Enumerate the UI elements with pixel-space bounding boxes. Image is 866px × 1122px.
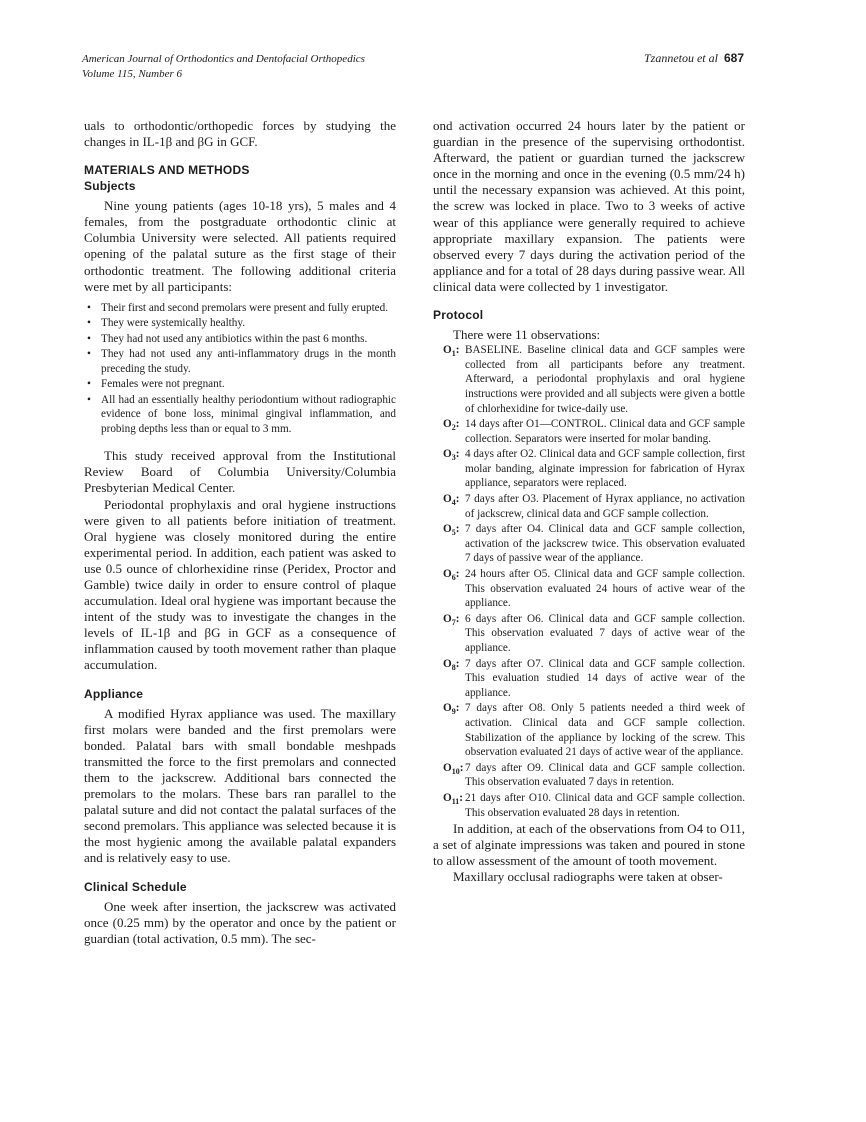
right-column bbox=[433, 118, 745, 886]
criteria-item: • Females were not pregnant. bbox=[84, 377, 396, 392]
observation-label: $O_5$: bbox=[443, 523, 460, 538]
observation-text: 21 days after O10. Clinical data and GCF sample collection. This observation evaluated 28 days in retention. bbox=[465, 791, 745, 819]
criteria-item: • Their first and second premolars were present and fully erupted. bbox=[84, 301, 396, 316]
observation-item bbox=[433, 612, 745, 656]
observation-label: $O_{10}$: bbox=[443, 761, 464, 776]
observation-label: $O_9$: bbox=[443, 702, 460, 717]
observation-label: $O_7$: bbox=[443, 612, 460, 628]
schedule-continuation: ond activation occurred 24 hours later by the patient or guardian in the presence of the supervising orthodontist. Afterward, the patient or guardian turned the jackscrew once in the morning and once in the evening (0.5 mm/24 h) until the necessary expansion was achieved. At this point, the screw was locked in place. Two to 3 weeks of active wear of this appliance were generally required to achieve appropriate maxillary expansion. The patients were observed every 7 days during the activation period of the appliance and for a total of 28 days during passive wear. All clinical data were collected by 1 investigator. bbox=[433, 118, 745, 294]
page-header-right bbox=[644, 51, 744, 66]
observation-text: 7 days after O4. Clinical data and GCF sample collection, activation of the jackscrew twice. This observation evaluated 7 days of passive wear of the appliance. bbox=[465, 523, 745, 565]
criteria-item: • They had not used any antibiotics within the past 6 months. bbox=[84, 332, 396, 347]
irb-paragraph: This study received approval from the Institutional Review Board of Columbia University/Columbia Presbyterian Medical Center. bbox=[84, 448, 396, 496]
left-column bbox=[84, 118, 396, 947]
schedule-paragraph: One week after insertion, the jackscrew was activated once (0.25 mm) by the operator and once by the patient or guardian (total activation, 0.5 mm). The sec- bbox=[84, 898, 396, 946]
observation-item bbox=[433, 417, 745, 446]
observation-text: 7 days after O7. Clinical data and GCF sample collection. This evaluation studied 14 days of active wear of the appliance. bbox=[465, 657, 745, 699]
observation-text: 4 days after O2. Clinical data and GCF sample collection, first molar banding, alginate impression for fabrication of Hyrax appliance, separators were replaced. bbox=[465, 448, 745, 490]
subjects-heading: Subjects bbox=[84, 179, 136, 194]
observation-item bbox=[433, 492, 745, 521]
observation-item bbox=[433, 657, 745, 701]
observation-label: $O_6$: bbox=[443, 568, 460, 583]
observation-label: $O_{11}$: bbox=[443, 791, 463, 807]
protocol-heading: Protocol bbox=[433, 308, 484, 323]
observation-text: 24 hours after O5. Clinical data and GCF sample collection. This observation evaluated 24 hours of active wear of the appliance. bbox=[465, 568, 745, 610]
radiographs-paragraph: Maxillary occlusal radiographs were taken at obser- bbox=[453, 869, 723, 885]
observation-item bbox=[433, 701, 745, 759]
observation-item bbox=[433, 567, 745, 611]
observation-item bbox=[433, 343, 745, 416]
criteria-item: • They were systemically healthy. bbox=[84, 316, 396, 331]
page-number: 687 bbox=[723, 51, 744, 65]
observation-label: $O_1$: bbox=[443, 344, 460, 359]
running-header bbox=[82, 52, 365, 82]
observation-item bbox=[433, 447, 745, 491]
observation-text: 7 days after O3. Placement of Hyrax appliance, no activation of jackscrew, clinical data and GCF sample collection. bbox=[465, 493, 745, 520]
observation-item bbox=[433, 761, 745, 790]
observation-text: BASELINE. Baseline clinical data and GCF samples were collected from all participants before any treatment. Afterward, a periodontal prophylaxis and oral hygiene instructions were provided and all subjects were given a bottle of chlorhexidine for twice-daily use. bbox=[465, 344, 745, 415]
observation-label: $O_2$: bbox=[443, 418, 460, 433]
subjects-paragraph: Nine young patients (ages 10-18 yrs), 5 males and 4 females, from the postgraduate orthodontic clinic at Columbia University were selected. All patients required opening of the palatal suture as the first stage of their orthodontic treatment. The following additional criteria were met by all participants: bbox=[84, 198, 396, 294]
criteria-item: • All had an essentially healthy periodontium without radiographic evidence of bone loss, minimal gingival inflammation, and probing depths less than or equal to 3 mm. bbox=[84, 393, 396, 437]
appliance-heading: Appliance bbox=[84, 686, 144, 701]
observation-item bbox=[433, 522, 745, 566]
observation-label: $O_8$: bbox=[443, 657, 460, 672]
journal-title: American Journal of Orthodontics and Dentofacial Orthopedics bbox=[82, 53, 365, 65]
observation-list bbox=[433, 343, 745, 820]
schedule-heading: Clinical Schedule bbox=[84, 879, 187, 894]
author-line: Tzannetou et al bbox=[643, 51, 718, 65]
volume-number: Volume 115, Number 6 bbox=[82, 68, 183, 80]
observation-text: 7 days after O8. Only 5 patients needed a third week of activation. Clinical data and GCF sample collection. Stabilization of the appliance by locking of the screw. This observation evaluated 21 days of active wear of the appliance. bbox=[465, 702, 745, 759]
observation-label: $O_4$: bbox=[443, 493, 460, 508]
criteria-list bbox=[84, 301, 396, 437]
observation-text: 14 days after O1—CONTROL. Clinical data and GCF sample collection. Separators were inserted for molar banding. bbox=[465, 418, 745, 445]
observation-text: 7 days after O9. Clinical data and GCF sample collection. This observation evaluated 7 days in retention. bbox=[465, 761, 745, 789]
criteria-item: • They had not used any anti-inflammatory drugs in the month preceding the study. bbox=[84, 347, 396, 376]
hygiene-paragraph: Periodontal prophylaxis and oral hygiene instructions were given to all patients before initiation of treatment. Oral hygiene was closely monitored during the entire experimental period. In addition, each patient was asked to use 0.5 ounce of chlorhexidine rinse (Peridex, Proctor and Gamble) twice daily in order to ensure control of plaque accumulation. Ideal oral hygiene was important because the intent of the study was to investigate the changes in the levels of IL-1β and βG in GCF as a consequence of inflammation caused by tooth movement rather than plaque accumulation. bbox=[84, 496, 396, 673]
intro-paragraph-end: uals to orthodontic/orthopedic forces by studying the changes in IL-1β and βG in GCF. bbox=[84, 118, 396, 150]
appliance-paragraph: A modified Hyrax appliance was used. The maxillary first molars were banded and the first premolars were bonded. Palatal bars with small bondable meshpads transmitted the force to the first premolars and connected them to the jackscrew. Additional bars connected the premolars to the molars. These bars ran parallel to the palatal suture and did not contact the palatal surfaces of the second premolars. This appliance was selected because it is the most hygienic among the available palatal expanders and is relatively easy to use. bbox=[84, 705, 396, 866]
impressions-paragraph: In addition, at each of the observations from O4 to O11, a set of alginate impressions was taken and poured in stone to allow assessment of the amount of tooth movement. bbox=[433, 821, 745, 869]
observation-item bbox=[433, 791, 745, 820]
observation-label: $O_3$: bbox=[443, 448, 460, 463]
section-title: MATERIALS AND METHODS bbox=[84, 163, 250, 178]
observation-text: 6 days after O6. Clinical data and GCF sample collection. This observation evaluated 7 days of active wear of the appliance. bbox=[465, 612, 745, 654]
protocol-lead: There were 11 observations: bbox=[453, 327, 601, 343]
